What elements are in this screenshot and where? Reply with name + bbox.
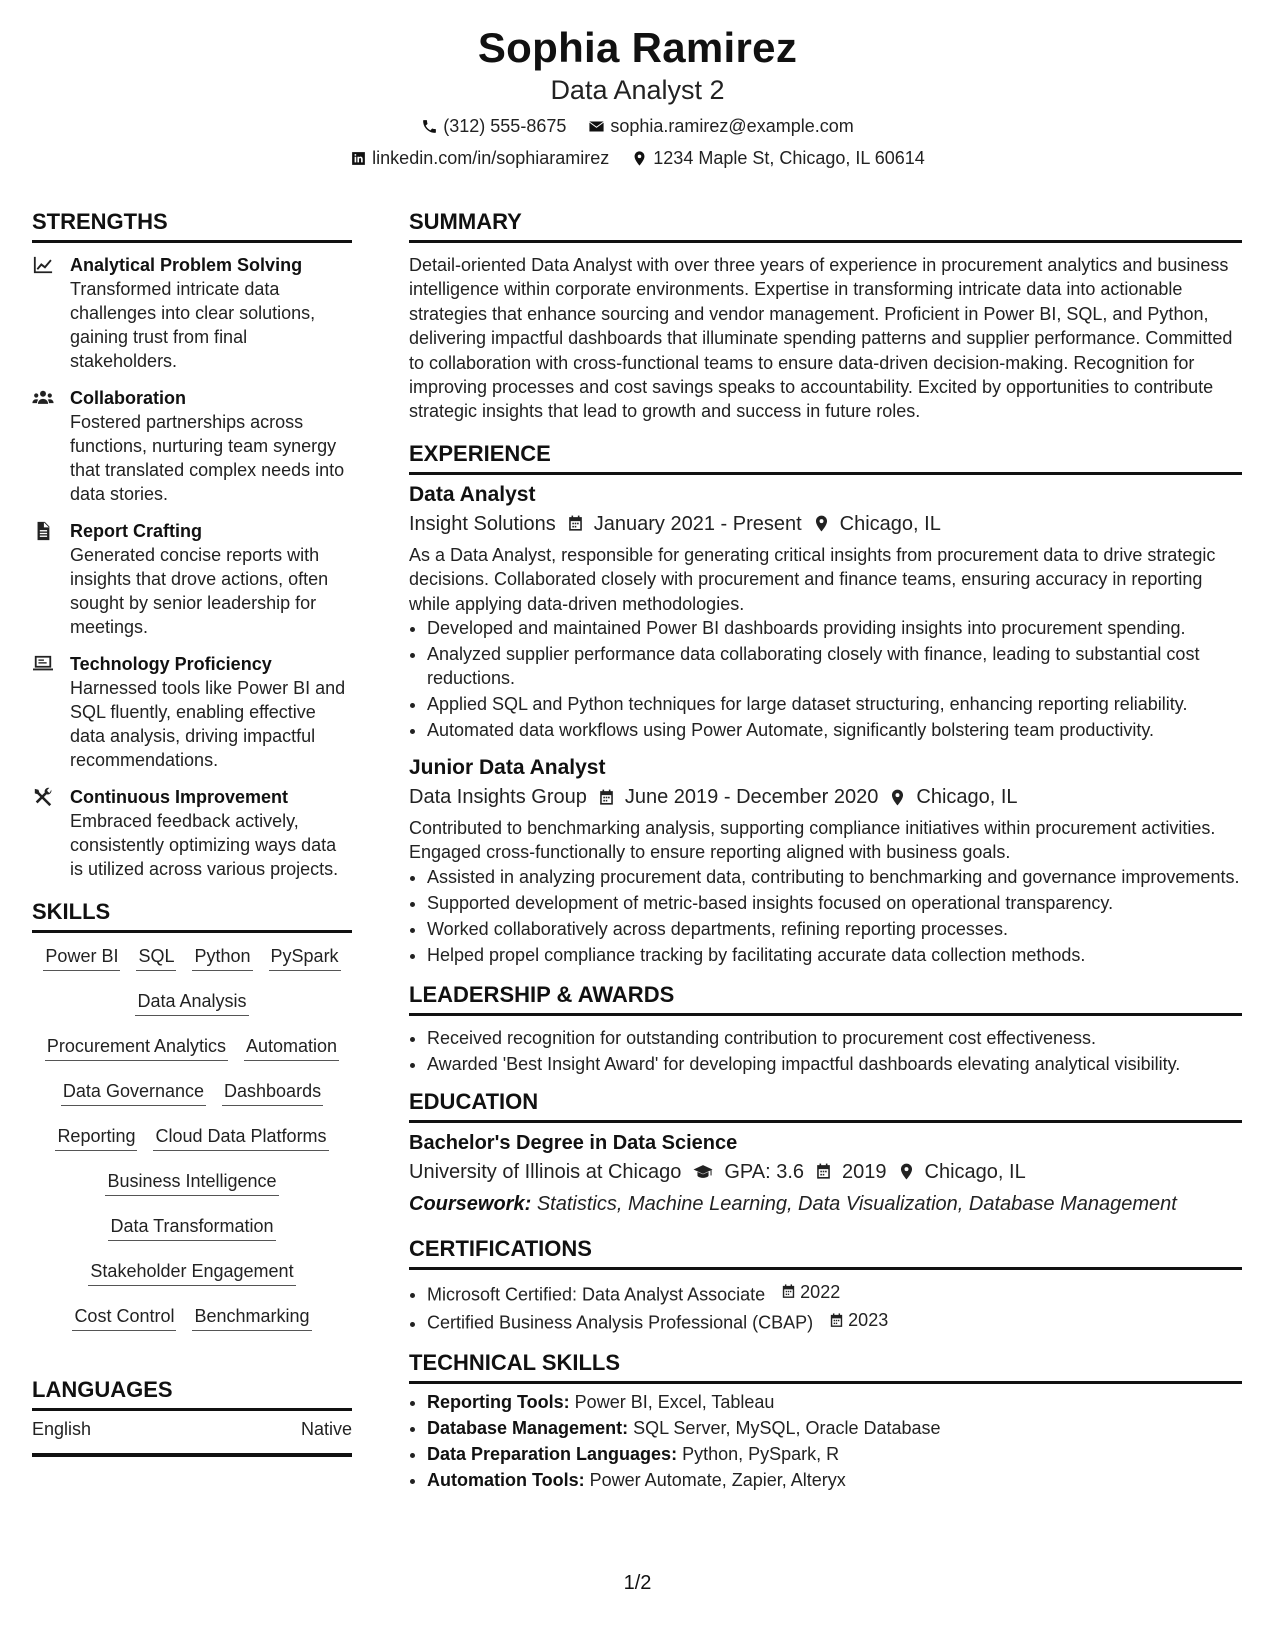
skill-tag: Data Governance — [61, 1080, 206, 1106]
technical-skill-item — [427, 1390, 1242, 1414]
education-entry — [409, 1129, 1242, 1217]
technical-skill-item — [427, 1442, 1242, 1466]
job-meta — [409, 509, 1242, 539]
graduation-year: 2019 — [842, 1160, 887, 1183]
skills-row — [32, 1297, 352, 1342]
skills-list — [32, 937, 352, 1342]
technical-skill-value: Python, PySpark, R — [682, 1443, 840, 1464]
phone-text: (312) 555-8675 — [443, 116, 567, 136]
certification-name: Microsoft Certified: Data Analyst Associate — [427, 1284, 766, 1305]
strength-item — [32, 785, 352, 881]
leadership-item: • Received recognition for outstanding contribution to procurement cost effectiveness. — [427, 1026, 1242, 1050]
leadership-list — [409, 1026, 1242, 1076]
calendar-icon — [566, 514, 585, 533]
degree-title: Bachelor's Degree in Data Science — [409, 1131, 738, 1154]
technical-skill-label: Database Management: — [427, 1417, 629, 1438]
skill-tag: Cost Control — [72, 1305, 176, 1331]
calendar-icon — [780, 1283, 797, 1300]
email-contact[interactable] — [588, 114, 853, 138]
languages-heading: LANGUAGES — [32, 1376, 352, 1411]
skill-tag: Data Analysis — [135, 990, 248, 1016]
technical-skill-label: Reporting Tools: — [427, 1391, 570, 1412]
phone-icon — [421, 118, 438, 135]
skills-row — [32, 1207, 352, 1252]
skill-tag: Python — [192, 945, 252, 971]
strength-desc: Fostered partnerships across functions, nurturing team synergy that translated complex needs into data stories. — [70, 412, 345, 504]
certification-item — [427, 1280, 1242, 1307]
email-text[interactable]: sophia.ramirez@example.com — [610, 116, 854, 136]
skill-tag: Benchmarking — [192, 1305, 311, 1331]
job-bullet: • Helped propel compliance tracking by facilitating accurate data collection methods. — [427, 943, 1242, 967]
skill-tag: Cloud Data Platforms — [153, 1125, 328, 1151]
leadership-heading: LEADERSHIP & AWARDS — [409, 981, 1242, 1016]
job-meta — [409, 782, 1242, 812]
strength-item — [32, 386, 352, 506]
strength-title: Technology Proficiency — [70, 654, 272, 674]
technical-skill-value: Power BI, Excel, Tableau — [574, 1391, 775, 1412]
company-name: Insight Solutions — [409, 512, 556, 535]
strength-title: Report Crafting — [70, 521, 202, 541]
summary-text: Detail-oriented Data Analyst with over three years of experience in procurement analytics and business intelligence within corporate environments. Expertise in transforming intricate data into actionable strategies that enhance sourcing and vendor management. Proficient in Power BI, SQL, and Python, delivering impactful dashboards that illuminate spending patterns and supplier performance. Committed to collaboration with cross-functional teams to ensure data-driven decision-making. Recognition for improving processes and cost savings speaks to accountability. Excited by opportunities to contribute strategic insights that lead to growth and success in future roles. — [409, 255, 1233, 422]
certification-name: Certified Business Analysis Professional (CBAP) — [427, 1312, 814, 1333]
skill-tag: Reporting — [55, 1125, 137, 1151]
laptop-icon — [32, 654, 54, 674]
linkedin-text[interactable]: linkedin.com/in/sophiaramirez — [372, 148, 610, 168]
strength-title: Continuous Improvement — [70, 787, 289, 807]
skills-row — [32, 1072, 352, 1117]
contact-row-1 — [0, 114, 1275, 138]
skill-tag: Dashboards — [222, 1080, 323, 1106]
candidate-title: Data Analyst 2 — [550, 75, 725, 105]
page-number: 1/2 — [623, 1572, 652, 1594]
skill-tag: Business Intelligence — [105, 1170, 278, 1196]
technical-skills-list — [409, 1390, 1242, 1492]
technical-skill-value: SQL Server, MySQL, Oracle Database — [633, 1417, 941, 1438]
summary-heading: SUMMARY — [409, 208, 1242, 243]
strengths-list — [32, 253, 352, 881]
certification-year: 2022 — [800, 1281, 841, 1302]
left-column — [32, 208, 352, 1457]
envelope-icon — [588, 118, 605, 135]
technical-skills-heading: TECHNICAL SKILLS — [409, 1349, 1242, 1384]
tools-icon — [32, 787, 54, 807]
technical-skill-item — [427, 1468, 1242, 1492]
graduation-cap-icon — [691, 1162, 715, 1181]
phone-contact — [421, 114, 566, 138]
map-pin-icon — [888, 788, 907, 807]
coursework — [409, 1191, 1242, 1217]
skill-tag: PySpark — [269, 945, 341, 971]
job-entry — [409, 481, 1242, 742]
experience-heading: EXPERIENCE — [409, 440, 1242, 475]
skill-tag: SQL — [136, 945, 176, 971]
job-dates: June 2019 - December 2020 — [624, 786, 879, 809]
certifications-list — [409, 1280, 1242, 1335]
users-icon — [32, 388, 54, 408]
technical-skill-item — [427, 1416, 1242, 1440]
job-title: Junior Data Analyst — [409, 756, 606, 780]
document-icon — [32, 521, 54, 541]
map-pin-icon — [812, 514, 831, 533]
education-heading: EDUCATION — [409, 1088, 1242, 1123]
technical-skill-label: Data Preparation Languages: — [427, 1443, 678, 1464]
chart-line-icon — [32, 255, 54, 275]
strength-item — [32, 253, 352, 373]
job-description: Contributed to benchmarking analysis, supporting compliance initiatives within procurement activities. Engaged cross-functionally to ensure reporting aligned with business goals. — [409, 818, 1216, 863]
job-description: As a Data Analyst, responsible for generating critical insights from procurement data to drive strategic decisions. Collaborated closely with procurement and finance teams, ensuring accuracy in reporting while applying data-driven methodologies. — [409, 544, 1216, 614]
skill-tag: Power BI — [43, 945, 120, 971]
education-meta — [409, 1157, 1242, 1187]
linkedin-contact[interactable] — [350, 146, 609, 170]
linkedin-icon — [350, 150, 367, 167]
strength-item — [32, 652, 352, 772]
technical-skill-label: Automation Tools: — [427, 1469, 585, 1490]
contact-row-2 — [0, 146, 1275, 170]
job-title: Data Analyst — [409, 482, 536, 506]
skills-row — [32, 1162, 352, 1207]
strength-desc: Transformed intricate data challenges into clear solutions, gaining trust from final stakeholders. — [70, 279, 316, 371]
school-name: University of Illinois at Chicago — [409, 1160, 682, 1183]
strength-desc: Embraced feedback actively, consistently optimizing ways data is utilized across various projects. — [70, 811, 339, 879]
address-text: 1234 Maple St, Chicago, IL 60614 — [653, 148, 925, 168]
skill-tag: Procurement Analytics — [45, 1035, 228, 1061]
skills-row — [32, 1252, 352, 1297]
job-location: Chicago, IL — [839, 512, 941, 535]
skill-tag: Stakeholder Engagement — [88, 1260, 295, 1286]
strength-desc: Harnessed tools like Power BI and SQL fluently, enabling effective data analysis, driving impactful recommendations. — [70, 678, 346, 770]
calendar-icon — [814, 1162, 833, 1181]
job-location: Chicago, IL — [916, 786, 1018, 809]
skills-row — [32, 982, 352, 1027]
job-bullet: • Automated data workflows using Power Automate, significantly bolstering team productivity. — [427, 718, 1242, 742]
calendar-icon — [597, 788, 616, 807]
resume-header — [0, 22, 1275, 170]
job-dates: January 2021 - Present — [593, 512, 802, 535]
technical-skill-value: Power Automate, Zapier, Alteryx — [589, 1469, 846, 1490]
strengths-heading: STRENGTHS — [32, 208, 352, 243]
address-contact — [631, 146, 925, 170]
coursework-label: Coursework: — [409, 1192, 532, 1215]
job-bullet: • Worked collaboratively across departments, refining reporting processes. — [427, 917, 1242, 941]
education-location: Chicago, IL — [924, 1160, 1026, 1183]
gpa: GPA: 3.6 — [724, 1160, 805, 1183]
skills-heading: SKILLS — [32, 898, 352, 933]
job-bullet: • Applied SQL and Python techniques for large dataset structuring, enhancing reporting reliability. — [427, 692, 1242, 716]
right-column — [409, 208, 1242, 1494]
skills-row — [32, 937, 352, 982]
job-bullet: • Supported development of metric-based insights focused on operational transparency. — [427, 891, 1242, 915]
strength-item — [32, 519, 352, 639]
job-bullet: • Assisted in analyzing procurement data, contributing to benchmarking and governance improvements. — [427, 865, 1242, 889]
certification-item — [427, 1308, 1242, 1335]
company-name: Data Insights Group — [409, 786, 587, 809]
job-bullet: • Developed and maintained Power BI dashboards providing insights into procurement spending. — [427, 616, 1242, 640]
skill-tag: Automation — [244, 1035, 339, 1061]
calendar-icon — [828, 1312, 845, 1329]
skills-row — [32, 1117, 352, 1162]
skills-row — [32, 1027, 352, 1072]
strength-title: Collaboration — [70, 388, 186, 408]
job-bullet: • Analyzed supplier performance data collaborating closely with finance, leading to substantial cost reductions. — [427, 642, 1242, 690]
skill-tag: Data Transformation — [108, 1215, 275, 1241]
candidate-name: Sophia Ramirez — [477, 24, 798, 71]
map-pin-icon — [897, 1162, 916, 1181]
certifications-heading: CERTIFICATIONS — [409, 1235, 1242, 1270]
language-name: English — [32, 1419, 92, 1439]
job-bullets — [409, 616, 1242, 742]
language-row — [32, 1411, 352, 1457]
leadership-item: • Awarded 'Best Insight Award' for developing impactful dashboards elevating analytical visibility. — [427, 1052, 1242, 1076]
map-pin-icon — [631, 150, 648, 167]
job-entry — [409, 754, 1242, 967]
language-level: Native — [300, 1419, 352, 1439]
coursework-text: Statistics, Machine Learning, Data Visualization, Database Management — [536, 1192, 1177, 1215]
strength-desc: Generated concise reports with insights that drove actions, often sought by senior leadership for meetings. — [70, 545, 329, 637]
job-bullets — [409, 865, 1242, 967]
strength-title: Analytical Problem Solving — [70, 255, 303, 275]
certification-year: 2023 — [848, 1310, 889, 1331]
